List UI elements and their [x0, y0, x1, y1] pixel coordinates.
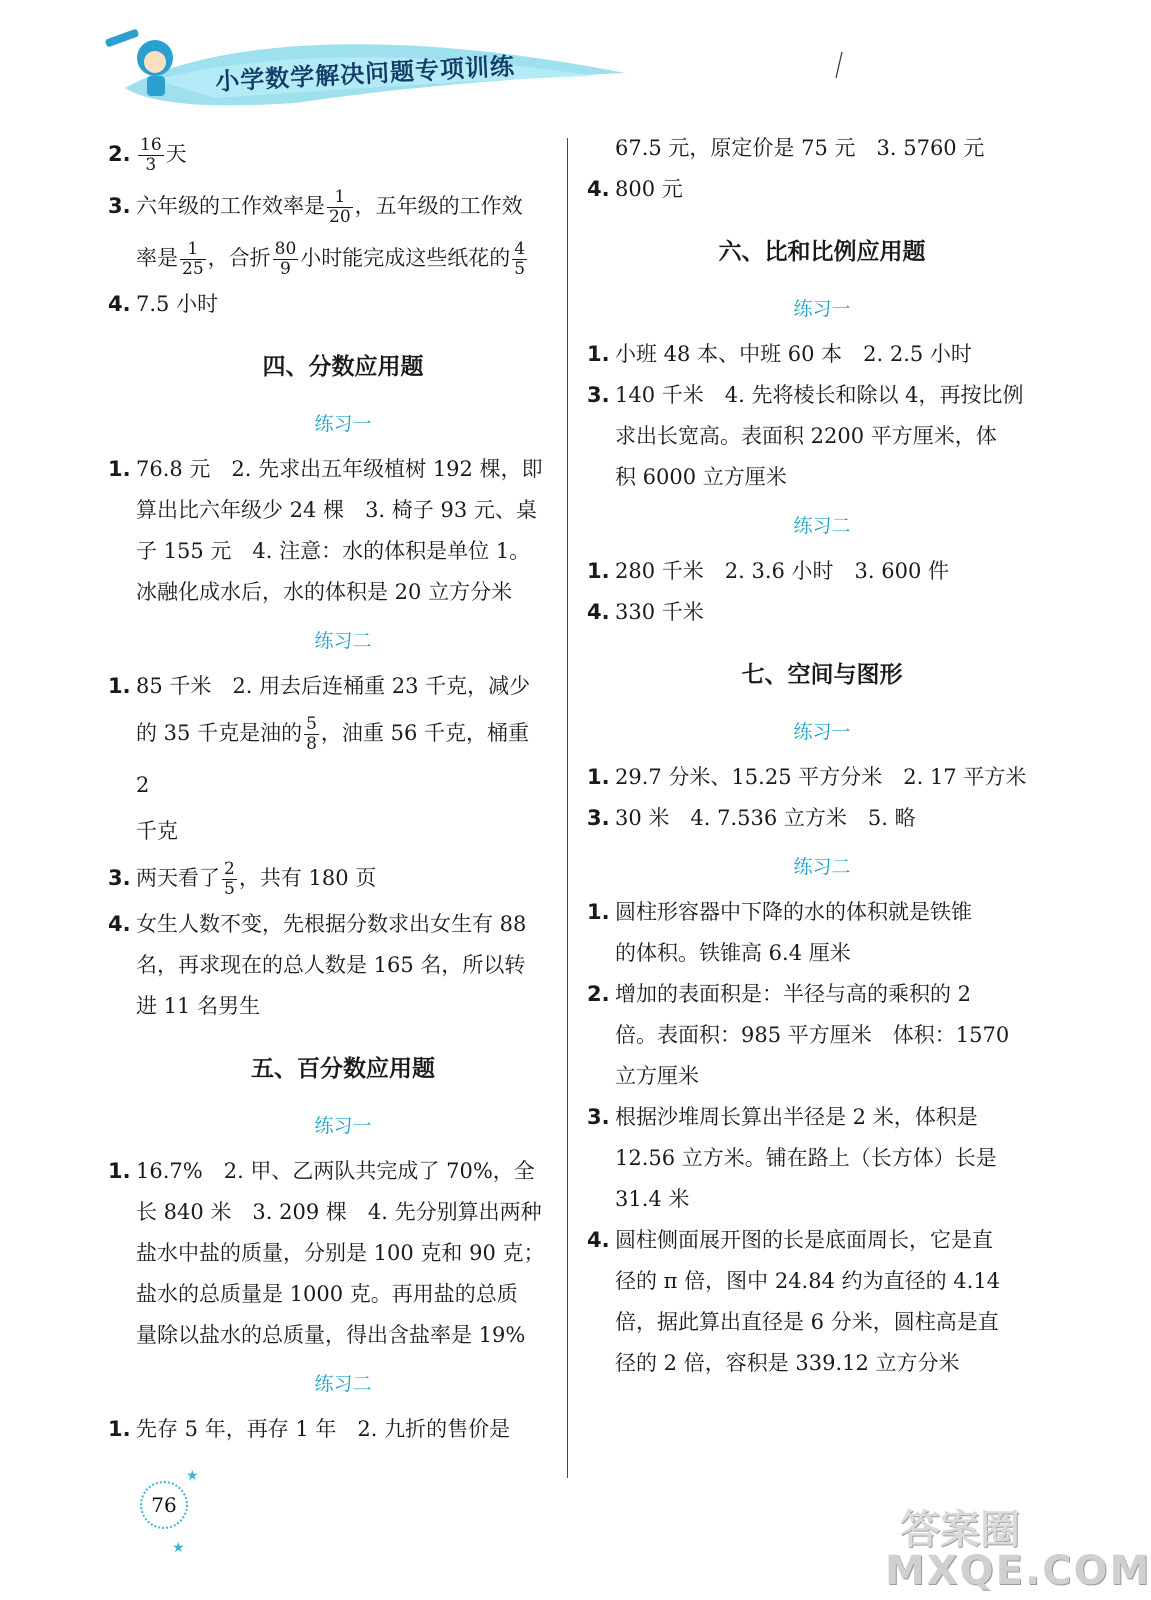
practice-answer: 2. 增加的表面积是：半径与高的乘积的 2 [587, 982, 972, 1006]
practice-answer: 1. 圆柱形容器中下降的水的体积就是铁锥 [587, 900, 972, 924]
practice-answer: 4. 800 元 [587, 177, 683, 201]
header-title: 小学数学解决问题专项训练 [214, 52, 516, 96]
star-icon: ★ [186, 1468, 199, 1484]
practice-answer: 1. 76.8 元 2. 先求出五年级植树 192 棵，即 [108, 457, 543, 481]
left-column [108, 128, 548, 1450]
section-title-percentages: 五、百分数应用题 [251, 1056, 435, 1082]
watermark-logo: 答案圈 [900, 1507, 1020, 1553]
practice-answer: 1. 29.7 分米、15.25 平方分米 2. 17 平方米 [587, 765, 1027, 789]
answer-line: 盐水中盐的质量，分别是 100 克和 90 克； [136, 1241, 545, 1265]
answer-line: 径的 2 倍，容积是 339.12 立方分米 [615, 1351, 960, 1375]
answer-2-days: 2. $\frac{16}{3}$ 天 [108, 135, 187, 175]
fraction: $\frac{16}{3}$ [140, 135, 162, 175]
practice-answer: 1. 85 千米 2. 用去后连桶重 23 千克，减少 [108, 674, 531, 698]
star-icon: ★ [172, 1540, 185, 1556]
answer-line: 积 6000 立方厘米 [615, 465, 787, 489]
practice-title: 练习二 [314, 1373, 372, 1395]
fraction: $\frac{80}{9}$ [274, 239, 297, 279]
answer-line: 千克 [136, 819, 178, 843]
fraction: $\frac{4}{5}$ [514, 239, 526, 279]
fraction: $\frac{2}{5}$ [224, 859, 235, 899]
practice-title: 练习一 [793, 721, 851, 743]
answer-line: 的体积。铁锥高 6.4 厘米 [615, 941, 851, 965]
answer-line: 长 840 米 3. 209 棵 4. 先分别算出两种 [136, 1200, 542, 1224]
answer-line: 31.4 米 [615, 1187, 690, 1211]
practice-title: 练习一 [793, 298, 851, 320]
answer-line: 倍。表面积：985 平方厘米 体积：1570 [615, 1023, 1010, 1047]
practice-answer: 4. 330 千米 [587, 600, 704, 624]
practice-answer: 3. 根据沙堆周长算出半径是 2 米，体积是 [587, 1105, 978, 1129]
answer-3-continued: 率是 $\frac{1}{25}$ ，合折 $\frac{80}{9}$ 小时能完成这些纸花的 $\frac{4}{5}$ [136, 239, 526, 279]
section-title-fractions: 四、分数应用题 [262, 354, 424, 380]
answer-line: 算出比六年级少 24 棵 3. 椅子 93 元、桌 [136, 498, 537, 522]
right-column [587, 128, 1027, 1384]
answer-3-efficiency: 3. 六年级的工作效率是 $\frac{1}{20}$ ，五年级的工作效 [108, 187, 523, 227]
answer-line: 的 35 千克是油的 $\frac{5}{8}$ ，油重 56 千克，桶重 2 [136, 714, 529, 797]
answer-line: 12.56 立方米。铺在路上（长方体）长是 [615, 1146, 997, 1170]
practice-answer: 4. 女生人数不变，先根据分数求出女生有 88 [108, 912, 527, 936]
page-number: 76 [140, 1481, 188, 1529]
practice-answer: 3. 两天看了 $\frac{2}{5}$ ，共有 180 页 [108, 859, 377, 899]
answer-line: 求出长宽高。表面积 2200 平方厘米，体 [615, 424, 997, 448]
answer-line: 名，再求现在的总人数是 165 名，所以转 [136, 953, 526, 977]
answer-line: 量除以盐水的总质量，得出含盐率是 19% [136, 1323, 526, 1347]
answer-line: 立方厘米 [615, 1064, 699, 1088]
practice-answer: 3. 30 米 4. 7.536 立方米 5. 略 [587, 806, 916, 830]
answer-line: 径的 π 倍，图中 24.84 约为直径的 4.14 [615, 1269, 1001, 1293]
header-banner [95, 18, 635, 110]
pen-mark-icon [832, 50, 846, 80]
practice-title: 练习一 [314, 413, 372, 435]
practice-title: 练习一 [314, 1115, 372, 1137]
practice-answer: 1. 16.7% 2. 甲、乙两队共完成了 70%，全 [108, 1159, 535, 1183]
answer-line: 冰融化成水后，水的体积是 20 立方分米 [136, 580, 513, 604]
answer-4-hours: 4. 7.5 小时 [108, 292, 219, 316]
answer-line: 子 155 元 4. 注意：水的体积是单位 1。 [136, 539, 531, 563]
practice-answer: 1. 小班 48 本、中班 60 本 2. 2.5 小时 [587, 342, 972, 366]
practice-answer: 1. 先存 5 年，再存 1 年 2. 九折的售价是 [108, 1417, 511, 1441]
practice-title: 练习二 [793, 856, 851, 878]
section-title-geometry: 七、空间与图形 [741, 662, 903, 688]
fraction: $\frac{1}{25}$ [182, 239, 204, 279]
answer-line: 67.5 元，原定价是 75 元 3. 5760 元 [615, 136, 985, 160]
column-divider [567, 138, 568, 1478]
practice-answer: 3. 140 千米 4. 先将棱长和除以 4，再按比例 [587, 383, 1024, 407]
fraction: $\frac{5}{8}$ [306, 714, 317, 754]
practice-answer: 1. 280 千米 2. 3.6 小时 3. 600 件 [587, 559, 950, 583]
practice-answer: 4. 圆柱侧面展开图的长是底面周长，它是直 [587, 1228, 993, 1252]
section-title-ratio: 六、比和比例应用题 [718, 239, 926, 265]
practice-title: 练习二 [793, 515, 851, 537]
fraction: $\frac{1}{20}$ [329, 187, 351, 227]
practice-title: 练习二 [314, 630, 372, 652]
answer-line: 倍，据此算出直径是 6 分米，圆柱高是直 [615, 1310, 999, 1334]
watermark-url: MXQE.COM [885, 1548, 1151, 1594]
answer-line: 盐水的总质量是 1000 克。再用盐的总质 [136, 1282, 518, 1306]
answer-line: 进 11 名男生 [136, 994, 261, 1018]
